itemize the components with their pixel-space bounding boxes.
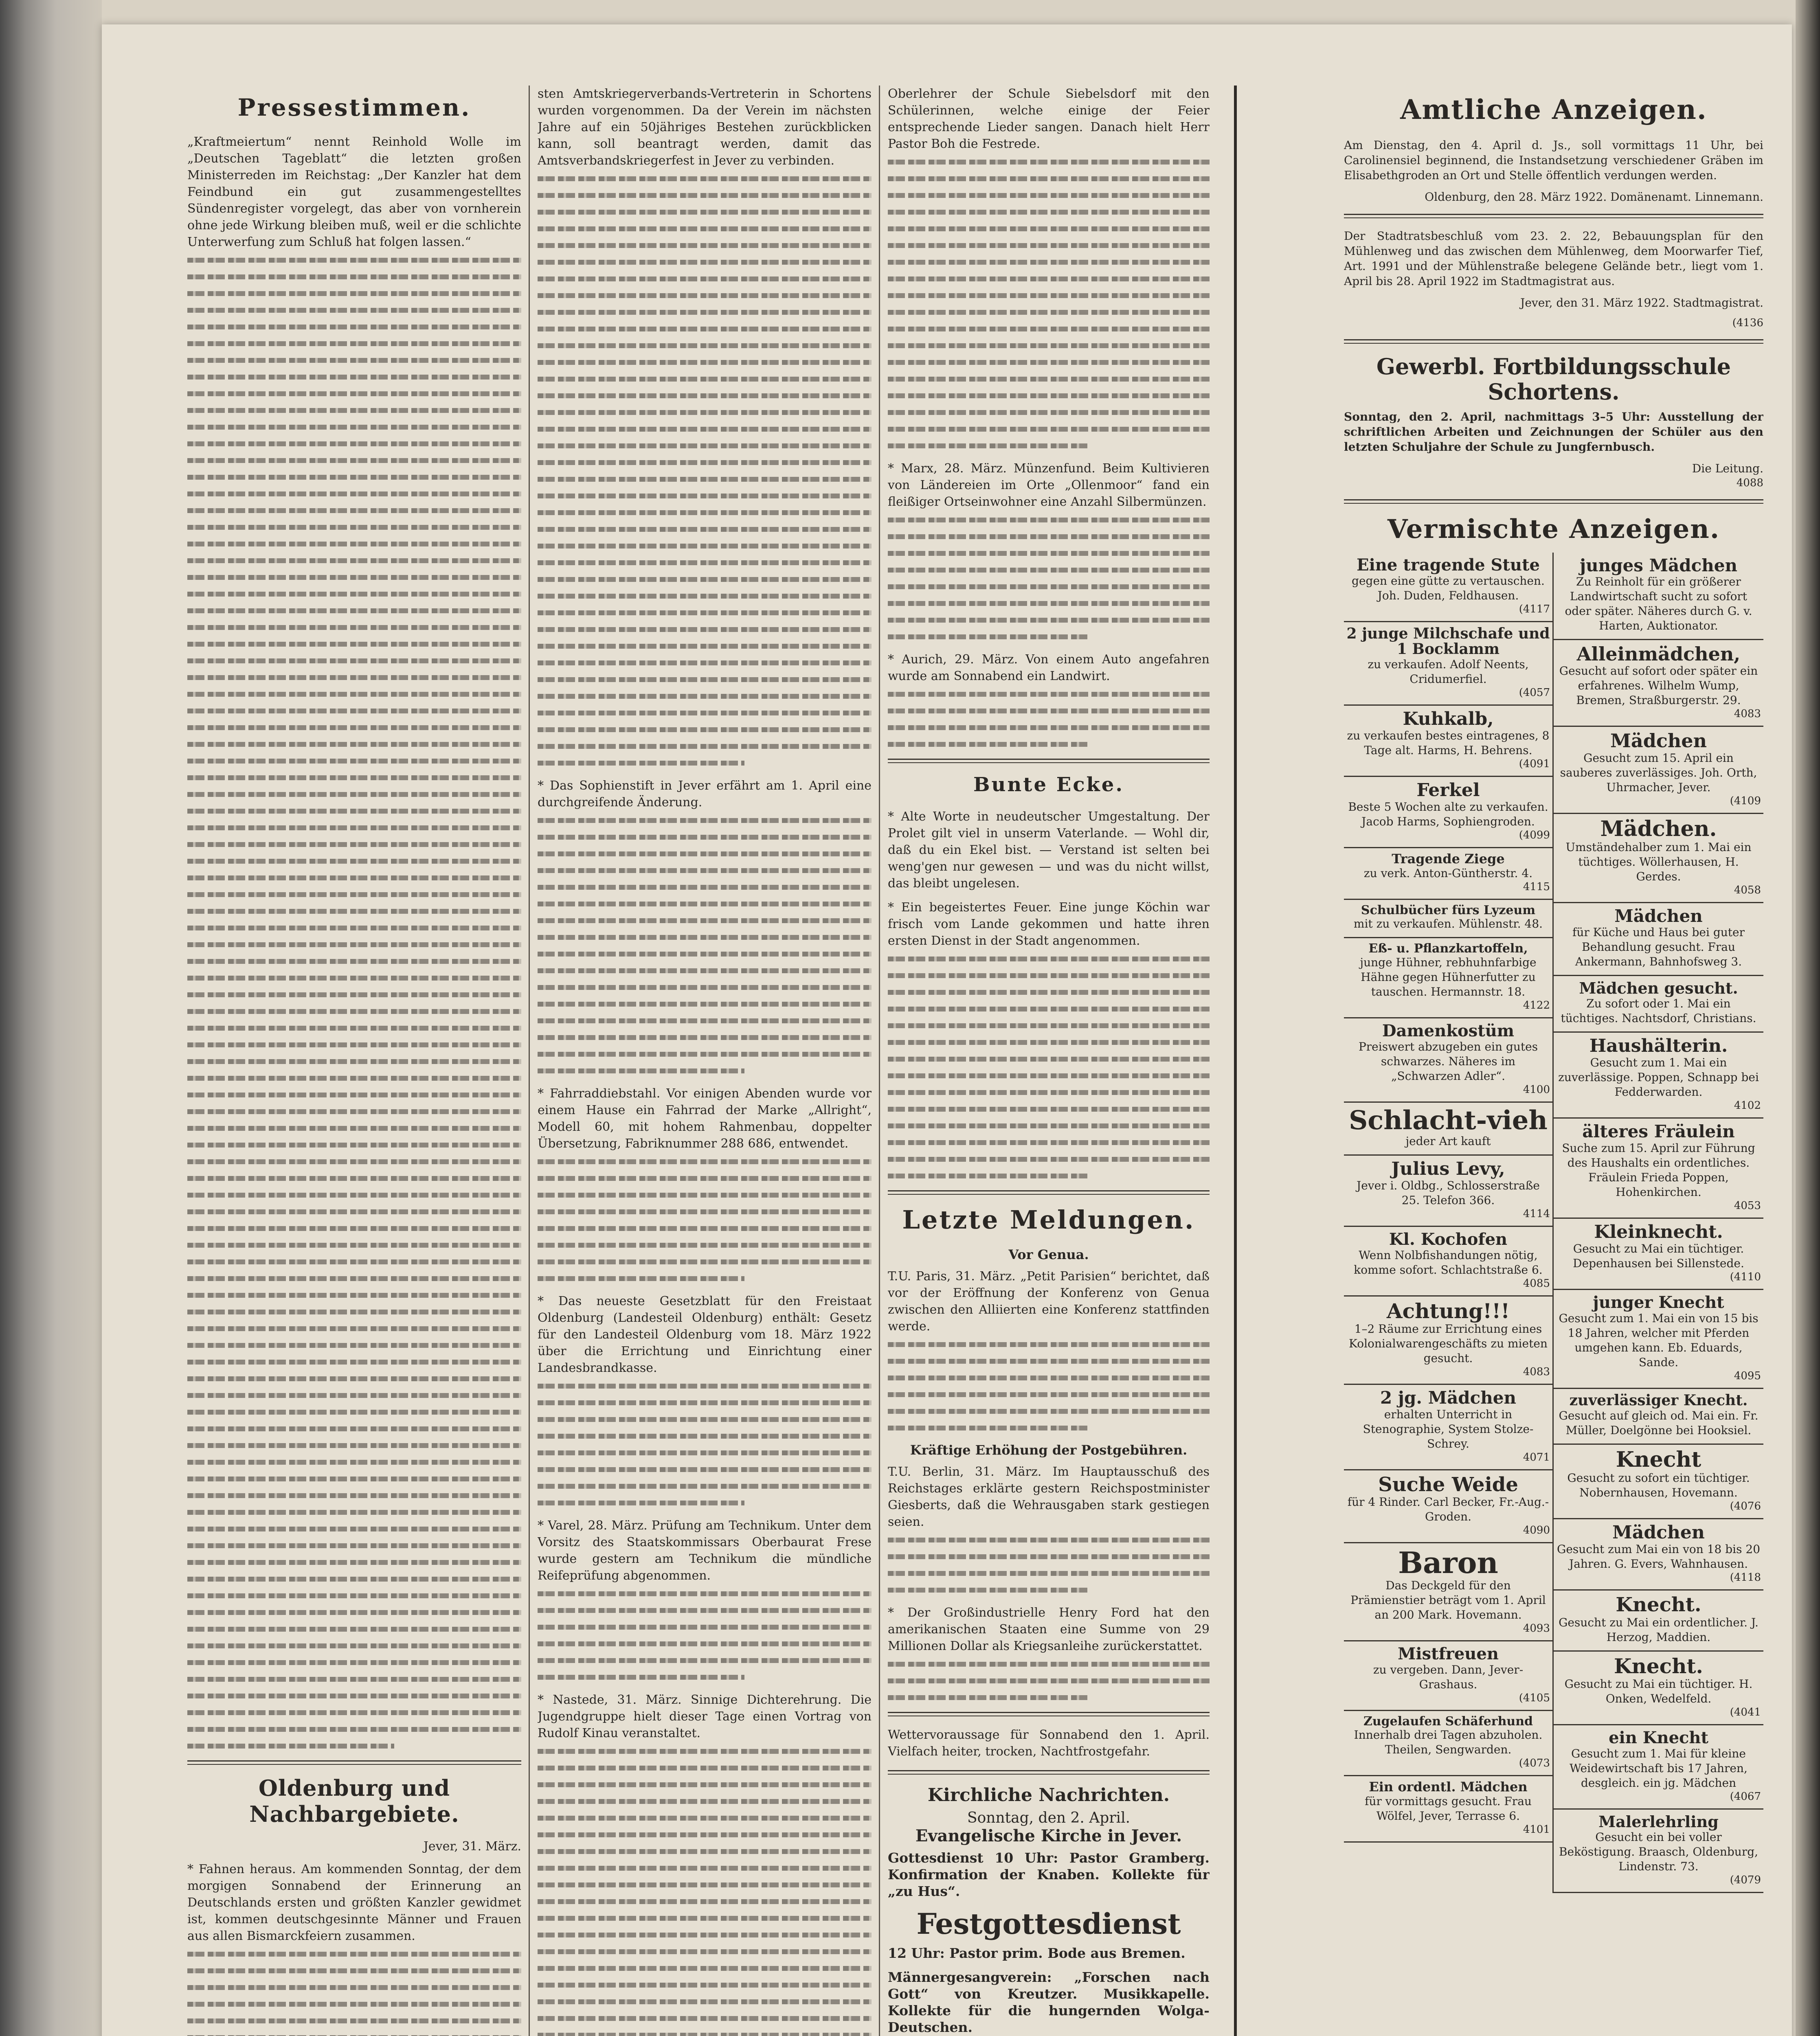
classified-ad	[1554, 1445, 1763, 1520]
amtliche-heading: Amtliche Anzeigen.	[1400, 94, 1707, 125]
ad-headline: älteres Fräulein	[1582, 1121, 1735, 1142]
classified-ad	[1554, 814, 1763, 904]
official-notice: Der Stadtratsbeschluß vom 23. 2. 22, Bebauungsplan für den Mühlenweg und das zwischen dem Mühlenweg, dem Moorwarfer Tief, Art. 1991 und der Mühlenstraße belegene Gelände betr., liegt vom 1. April bis 28. April 1922 im Stadtmagistrat aus.	[1344, 229, 1763, 288]
text-block	[538, 1159, 872, 1281]
letzte-meldungen-heading: Letzte Meldungen.	[902, 1205, 1195, 1235]
classified-ad	[1554, 1119, 1763, 1218]
ad-code: (4091	[1519, 757, 1550, 770]
text-block	[538, 176, 872, 766]
ad-text: Gesucht zum 1. Mai für kleine Weidewirtschaft bis 17 Jahren, desgleich. ein jg. Mädchen	[1570, 1747, 1748, 1790]
news-item: * Das Sophienstift in Jever erfährt am 1. April eine durchgreifende Änderung.	[538, 779, 872, 810]
text-block	[538, 1749, 872, 2036]
gewerbe-heading: Gewerbl. Fortbildungsschule Schortens.	[1376, 353, 1731, 405]
ad-code: (4118	[1730, 1571, 1761, 1584]
classified-ad	[1554, 1033, 1763, 1119]
news-item: * Aurich, 29. März. Von einem Auto angefahren wurde am Sonnabend ein Landwirt.	[888, 652, 1210, 683]
vermischte-heading: Vermischte Anzeigen.	[1387, 514, 1720, 544]
ad-text: gegen eine gütte zu vertauschen. Joh. Duden, Feldhausen.	[1352, 574, 1545, 602]
ad-code: 4100	[1523, 1083, 1550, 1096]
ad-headline: Ein ordentl. Mädchen	[1369, 1779, 1528, 1795]
fest-line: 12 Uhr: Pastor prim. Bode aus Bremen.	[888, 1945, 1186, 1961]
dateline: Jever, 31. März.	[423, 1839, 521, 1854]
newspaper-page	[102, 24, 1792, 2036]
subheading: Vor Genua.	[1008, 1247, 1089, 1262]
classified-ad	[1554, 1219, 1763, 1290]
gewerbe-text: Sonntag, den 2. April, nachmittags 3–5 Uhr: Ausstellung der schriftlichen Arbeiten und Zeichnungen der Schüler aus den letzten Schuljahre der Schule zu Jungfernbusch.	[1344, 410, 1763, 454]
ad-text: mit zu verkaufen. Mühlenstr. 48.	[1353, 917, 1543, 931]
ad-code: 4090	[1523, 1524, 1550, 1536]
ad-headline: Kl. Kochofen	[1389, 1229, 1508, 1249]
section-divider	[888, 1770, 1210, 1775]
classified-ad	[1554, 727, 1763, 814]
text-block	[888, 1662, 1210, 1700]
ad-code: (4073	[1519, 1757, 1550, 1770]
classified-ad	[1554, 1519, 1763, 1591]
ads-column-left	[1344, 553, 1554, 1893]
classified-ad	[1344, 1711, 1552, 1777]
church-date: Sonntag, den 2. April.	[967, 1810, 1131, 1826]
pressestimmen-heading: Pressestimmen.	[237, 94, 471, 121]
ad-code: 4115	[1523, 880, 1550, 893]
ad-text: Gesucht zu Mai ein tüchtiger. Depenhausen bei Sillenstede.	[1573, 1242, 1744, 1270]
ad-text: für 4 Rinder. Carl Becker, Fr.-Aug.-Groden.	[1347, 1495, 1549, 1523]
ad-text: für Küche und Haus bei guter Behandlung gesucht. Frau Ankermann, Bahnhofsweg 3.	[1572, 926, 1745, 969]
weather-forecast: Wettervoraussage für Sonnabend den 1. April. Vielfach heiter, trocken, Nachtfrostgefahr.	[888, 1728, 1210, 1759]
text-block	[888, 518, 1210, 639]
news-item: * Das neueste Gesetzblatt für den Freistaat Oldenburg (Landesteil Oldenburg) enthält: Gesetz für den Landesteil Oldenburg vom 18. März 1922 über die Errichtung und Einrichtung einer Landesbrandkasse.	[538, 1294, 872, 1375]
news-item: sten Amtskriegerverbands-Vertreterin in Schortens wurden vorgenommen. Da der Verein im nächsten Jahre auf ein 50jähriges Bestehen zurückblicken kann, soll beantragt werden, damit das Amtsverbandskriegerfest in Jever zu verbinden.	[538, 87, 872, 168]
church-place: Evangelische Kirche in Jever.	[915, 1826, 1182, 1845]
ad-headline: Ferkel	[1416, 779, 1480, 801]
ad-headline: 2 junge Milchschafe und 1 Bocklamm	[1346, 625, 1550, 658]
ad-text: Das Deckgeld für den Prämienstier beträgt vom 1. April an 200 Mark. Hovemann.	[1350, 1578, 1546, 1621]
ad-text: Gesucht zum 1. Mai ein von 15 bis 18 Jahren, welcher mit Pferden umgehen kann. Eb. Eduards, Sande.	[1559, 1311, 1759, 1369]
news-item: * Varel, 28. März. Prüfung am Technikum. Unter dem Vorsitz des Staatskommissars Oberbaurat Frese wurde gestern am Technikum die mündliche Reifeprüfung abgenommen.	[538, 1518, 872, 1583]
ad-headline: Baron	[1398, 1545, 1498, 1580]
official-notice: Am Dienstag, den 4. April d. Js., soll vormittags 11 Uhr, bei Carolinensiel beginnend, die Instandsetzung verschiedener Gräben im Elisabethgroden an Ort und Stelle öffentlich verdungen werden.	[1344, 138, 1763, 182]
ad-text: Gesucht zu Mai ein ordentlicher. J. Herzog, Maddien.	[1559, 1615, 1759, 1644]
classified-ad	[1554, 1652, 1763, 1726]
ad-headline: Eine tragende Stute	[1357, 555, 1540, 575]
notice-code: (4136	[1732, 317, 1763, 329]
ad-headline: Mistfreuen	[1398, 1644, 1499, 1663]
ad-text: Preiswert abzugeben ein gutes schwarzes. Näheres im „Schwarzen Adler“.	[1358, 1040, 1538, 1083]
text-block	[888, 1342, 1210, 1430]
ad-text: Zu sofort oder 1. Mai ein tüchtiges. Nachtsdorf, Christians.	[1561, 997, 1756, 1025]
ad-headline: Kuhkalb,	[1403, 708, 1494, 729]
notice-signature: Jever, den 31. März 1922. Stadtmagistrat.	[1520, 296, 1763, 309]
ad-text: Gesucht zum 15. April ein sauberes zuverlässiges. Joh. Orth, Uhrmacher, Jever.	[1560, 751, 1757, 794]
section-divider	[1344, 214, 1763, 218]
ad-code: 4101	[1523, 1823, 1550, 1836]
ad-headline: Achtung!!!	[1386, 1299, 1510, 1323]
ad-text: Wenn Nolbfishandungen nötig, komme sofort. Schlachtstraße 6.	[1354, 1248, 1543, 1277]
news-item: * Alte Worte in neudeutscher Umgestaltung. Der Prolet gilt viel in unserm Vaterlande. — Wohl dir, daß du ein Ekel bist. — Verstand ist selten bei weng'gen nur gewesen — und was du nicht willst, das bleibt ungelesen.	[888, 810, 1210, 891]
ad-headline: Knecht.	[1614, 1654, 1703, 1678]
ad-headline: Julius Levy,	[1391, 1158, 1505, 1179]
ad-text: Zu Reinholt für ein größerer Landwirtschaft sucht zu sofort oder später. Näheres durch G. v. Harten, Auktionator.	[1565, 575, 1752, 633]
text-block	[888, 692, 1210, 747]
ad-code: 4083	[1734, 708, 1761, 720]
classified-ad	[1344, 1156, 1552, 1227]
classified-ad	[1344, 706, 1552, 777]
ad-text: zu verkaufen. Adolf Neents, Cridumerfiel.	[1368, 657, 1529, 686]
classified-ad	[1344, 938, 1552, 1018]
ad-code: (4079	[1730, 1874, 1761, 1887]
ad-code: (4110	[1730, 1270, 1761, 1283]
festgottesdienst-heading: Festgottesdienst	[916, 1907, 1181, 1941]
classified-ad	[1554, 903, 1763, 976]
classified-ad	[1554, 976, 1763, 1033]
ad-text: Gesucht auf sofort oder später ein erfahrenes. Wilhelm Wump, Bremen, Straßburgerstr. 29.	[1559, 664, 1758, 707]
ad-code: 4071	[1523, 1451, 1550, 1463]
ad-code: 4053	[1734, 1199, 1761, 1212]
classified-ad	[1554, 1725, 1763, 1810]
ad-headline: Mädchen	[1610, 730, 1707, 752]
text-block	[187, 1952, 521, 2036]
news-item: * Fahnen heraus. Am kommenden Sonntag, der dem morgigen Sonnabend der Erinnerung an Deutschlands ersten und größten Kanzler gewidmet ist, kommen deutschgesinnte Männer und Frauen aus allen Bismarckfeiern zusammen.	[187, 1862, 521, 1943]
ad-text: zu vergeben. Dann, Jever-Grashaus.	[1373, 1663, 1524, 1691]
column-4-ads	[1344, 86, 1763, 2036]
notice-code: 4088	[1736, 477, 1763, 489]
ad-headline: Haushälterin.	[1589, 1036, 1728, 1057]
column-2	[538, 86, 872, 2036]
ad-code: (4076	[1730, 1500, 1761, 1513]
ad-headline: zuverlässiger Knecht.	[1569, 1391, 1748, 1409]
ad-text: Gesucht auf gleich od. Mai ein. Fr. Müller, Doelgönne bei Hooksiel.	[1559, 1409, 1759, 1437]
classified-ad	[1344, 1641, 1552, 1711]
ad-code: (4109	[1730, 794, 1761, 807]
ad-text: Jever i. Oldbg., Schlosserstraße 25. Telefon 366.	[1357, 1178, 1540, 1207]
news-item: * Fahrraddiebstahl. Vor einigen Abenden wurde vor einem Hause ein Fahrrad der Marke „Allright“, Modell 60, mit hohem Rahmenbau, doppelter Übersetzung, Fabriknummer 288 686, entwendet.	[538, 1086, 872, 1151]
text-block	[888, 957, 1210, 1178]
ad-headline: Damenkostüm	[1382, 1021, 1515, 1040]
bunte-ecke-heading: Bunte Ecke.	[973, 773, 1124, 796]
ad-headline: Schulbücher fürs Lyzeum	[1361, 903, 1536, 917]
classified-ad	[1344, 1297, 1552, 1385]
section-divider	[888, 759, 1210, 763]
ad-text: Gesucht zum Mai ein von 18 bis 20 Jahren. G. Evers, Wahnhausen.	[1557, 1542, 1761, 1571]
ad-headline: Malerlehrling	[1598, 1812, 1719, 1831]
ads-column-right	[1554, 553, 1763, 1893]
ad-code: 4093	[1523, 1622, 1550, 1635]
news-item: * Ein begeistertes Feuer. Eine junge Köchin war frisch vom Lande gekommen und hatte ihren ersten Dienst in der Stadt angenommen.	[888, 900, 1210, 948]
subheading: Kräftige Erhöhung der Postgebühren.	[910, 1442, 1188, 1458]
ad-headline: Mädchen	[1614, 906, 1703, 926]
ad-headline: junger Knecht	[1593, 1292, 1724, 1312]
news-item: * Der Großindustrielle Henry Ford hat den amerikanischen Staaten eine Summe von 29 Millionen Dollar als Kriegsanleihe zurückerstattet.	[888, 1606, 1210, 1653]
ad-text: erhalten Unterricht in Stenographie, System Stolze-Schrey.	[1363, 1407, 1534, 1450]
section-divider	[888, 1190, 1210, 1195]
text-block	[888, 160, 1210, 448]
classified-ad	[1344, 900, 1552, 939]
ad-text: jeder Art kauft	[1405, 1134, 1491, 1148]
classified-ad	[1344, 1470, 1552, 1543]
ad-text: Innerhalb drei Tagen abzuholen. Theilen, Sengwarden.	[1354, 1728, 1543, 1757]
classified-ad	[1344, 777, 1552, 848]
classified-ad	[1344, 622, 1552, 706]
ad-headline: Eß- u. Pflanzkartoffeln,	[1368, 941, 1528, 956]
ad-code: 4102	[1734, 1099, 1761, 1112]
ad-code: (4117	[1519, 603, 1550, 615]
notice-signature: Oldenburg, den 28. März 1922. Domänenamt. Linnemann.	[1425, 190, 1763, 204]
book-binding	[0, 0, 102, 2036]
text-block	[187, 258, 521, 1749]
ad-text: zu verk. Anton-Güntherstr. 4.	[1363, 866, 1533, 880]
classified-ads	[1344, 553, 1763, 1893]
church-service: Gottesdienst 10 Uhr: Pastor Gramberg. Konfirmation der Knaben. Kollekte für „zu Hus“.	[888, 1850, 1210, 1899]
text-block	[538, 1384, 872, 1505]
classified-ad	[1554, 553, 1763, 640]
ad-text: Suche zum 15. April zur Führung des Haushalts ein ordentliches. Fräulein Frieda Poppen, Hohenkirchen.	[1562, 1141, 1755, 1199]
ad-code: 4085	[1523, 1277, 1550, 1290]
ad-code: (4041	[1730, 1706, 1761, 1719]
ad-text: Gesucht zu Mai ein tüchtiger. H. Onken, Wedelfeld.	[1564, 1677, 1753, 1706]
ad-headline: Alleinmädchen,	[1576, 643, 1741, 665]
ad-code: 4083	[1523, 1366, 1550, 1378]
ad-headline: Schlacht-vieh	[1349, 1105, 1548, 1136]
ad-headline: Knecht.	[1616, 1593, 1701, 1617]
ad-text: Gesucht zum 1. Mai ein zuverlässige. Poppen, Schnapp bei Fedderwarden.	[1558, 1056, 1759, 1099]
ad-headline: Mädchen gesucht.	[1579, 979, 1738, 998]
section-divider	[1344, 339, 1763, 344]
ad-code: (4099	[1519, 829, 1550, 841]
page-edge	[1796, 0, 1820, 2036]
ad-text: Umständehalber zum 1. Mai ein tüchtiges. Wöllerhausen, H. Gerdes.	[1565, 840, 1752, 884]
fest-line: Männergesangverein: „Forschen nach Gott“ von Kreutzer. Musikkapelle. Kollekte für die hungernden Wolga-Deutschen.	[888, 1969, 1210, 2035]
ad-code: 4114	[1523, 1207, 1550, 1220]
gewerbe-signature: Die Leitung.	[1692, 462, 1763, 475]
text-block	[888, 1538, 1210, 1593]
classified-ad	[1344, 1385, 1552, 1470]
ad-text: zu verkaufen bestes eintragenes, 8 Tage alt. Harms, H. Behrens.	[1347, 728, 1550, 757]
ad-code: (4105	[1519, 1692, 1550, 1704]
ad-headline: ein Knecht	[1609, 1728, 1708, 1748]
church-heading: Kirchliche Nachrichten.	[927, 1785, 1170, 1806]
ad-text: für vormittags gesucht. Frau Wölfel, Jever, Terrasse 6.	[1365, 1794, 1532, 1823]
column-3	[888, 86, 1210, 2036]
text-block	[538, 1591, 872, 1680]
column-rule	[879, 86, 880, 2036]
news-item: Oberlehrer der Schule Siebelsdorf mit den Schülerinnen, welche einige der Feier entsprechende Lieder sangen. Danach hielt Herr Pastor Boh die Festrede.	[888, 87, 1210, 151]
column-rule	[529, 86, 530, 2036]
classified-ad	[1554, 1591, 1763, 1651]
classified-ad	[1344, 1227, 1552, 1297]
text-block	[538, 818, 872, 1073]
ad-text: Gesucht zu sofort ein tüchtiger. Nobernhausen, Hovemann.	[1567, 1471, 1750, 1500]
ad-text: junge Hühner, rebhuhnfarbige Hähne gegen Hühnerfutter zu tauschen. Hermannstr. 18.	[1360, 955, 1537, 998]
classified-ad	[1554, 1810, 1763, 1893]
ad-text: Beste 5 Wochen alte zu verkaufen. Jacob Harms, Sophiengroden.	[1348, 800, 1548, 828]
ad-headline: Knecht	[1616, 1447, 1701, 1472]
ad-code: 4122	[1523, 999, 1550, 1011]
classified-ad	[1344, 1018, 1552, 1103]
ad-headline: Tragende Ziege	[1392, 851, 1505, 867]
pressestimmen-lead: „Kraftmeiertum“ nennt Reinhold Wolle im „Deutschen Tageblatt“ die letzten großen Ministerreden im Reichstag: „Der Kanzler hat dem Feindbund ein gut zusammengestelltes Sündenregister vorgelegt, das aber von vornherein ohne jede Wirkung bleiben muß, weil er die schlichte Unterwerfung zum Schluß hat folgen lassen.“	[187, 135, 521, 249]
classified-ad	[1554, 640, 1763, 727]
classified-ad	[1554, 1389, 1763, 1445]
classified-ad	[1554, 1290, 1763, 1389]
column-rule	[1234, 86, 1237, 2036]
news-item: * Nastede, 31. März. Sinnige Dichterehrung. Die Jugendgruppe hielt dieser Tage einen Vortrag von Rudolf Kinau veranstaltet.	[538, 1693, 872, 1740]
classified-ad	[1344, 1103, 1552, 1156]
ad-headline: Zugelaufen Schäferhund	[1363, 1714, 1533, 1729]
ad-headline: Kleinknecht.	[1594, 1221, 1723, 1242]
classified-ad	[1344, 848, 1552, 900]
ad-code: 4058	[1734, 884, 1761, 897]
news-item: * Marx, 28. März. Münzenfund. Beim Kultivieren von Ländereien im Orte „Ollenmoor“ fand ein fleißiger Ortseinwohner eine Anzahl Silbermünzen.	[888, 461, 1210, 509]
news-item: T.U. Berlin, 31. März. Im Hauptausschuß des Reichstages erklärte gestern Reichspostminister Giesberts, daß die Wehrausgaben stark gestiegen seien.	[888, 1465, 1210, 1529]
section-divider	[187, 1760, 521, 1765]
ad-headline: 2 jg. Mädchen	[1380, 1388, 1517, 1408]
section-divider	[1344, 499, 1763, 504]
classified-ad	[1344, 553, 1552, 622]
ad-headline: Suche Weide	[1378, 1473, 1518, 1496]
ad-headline: Mädchen.	[1600, 816, 1717, 841]
ad-code: (4057	[1519, 686, 1550, 699]
section-divider	[888, 1712, 1210, 1716]
classified-ad	[1344, 1776, 1552, 1843]
oldenburg-heading: Oldenburg und Nachbargebiete.	[249, 1775, 459, 1827]
news-item: T.U. Paris, 31. März. „Petit Parisien“ berichtet, daß vor der Eröffnung der Konferenz von Genua zwischen den Alliierten eine Konferenz stattfinden werde.	[888, 1269, 1210, 1334]
ad-code: 4095	[1734, 1369, 1761, 1382]
ad-text: 1–2 Räume zur Errichtung eines Kolonialwarengeschäfts zu mieten gesucht.	[1349, 1322, 1548, 1365]
column-1	[187, 86, 521, 2036]
ad-code: (4067	[1730, 1790, 1761, 1803]
ad-text: Gesucht ein bei voller Beköstigung. Braasch, Oldenburg, Lindenstr. 73.	[1559, 1830, 1759, 1874]
classified-ad	[1344, 1543, 1552, 1641]
ad-headline: Mädchen	[1612, 1522, 1705, 1543]
ad-headline: junges Mädchen	[1579, 555, 1738, 575]
